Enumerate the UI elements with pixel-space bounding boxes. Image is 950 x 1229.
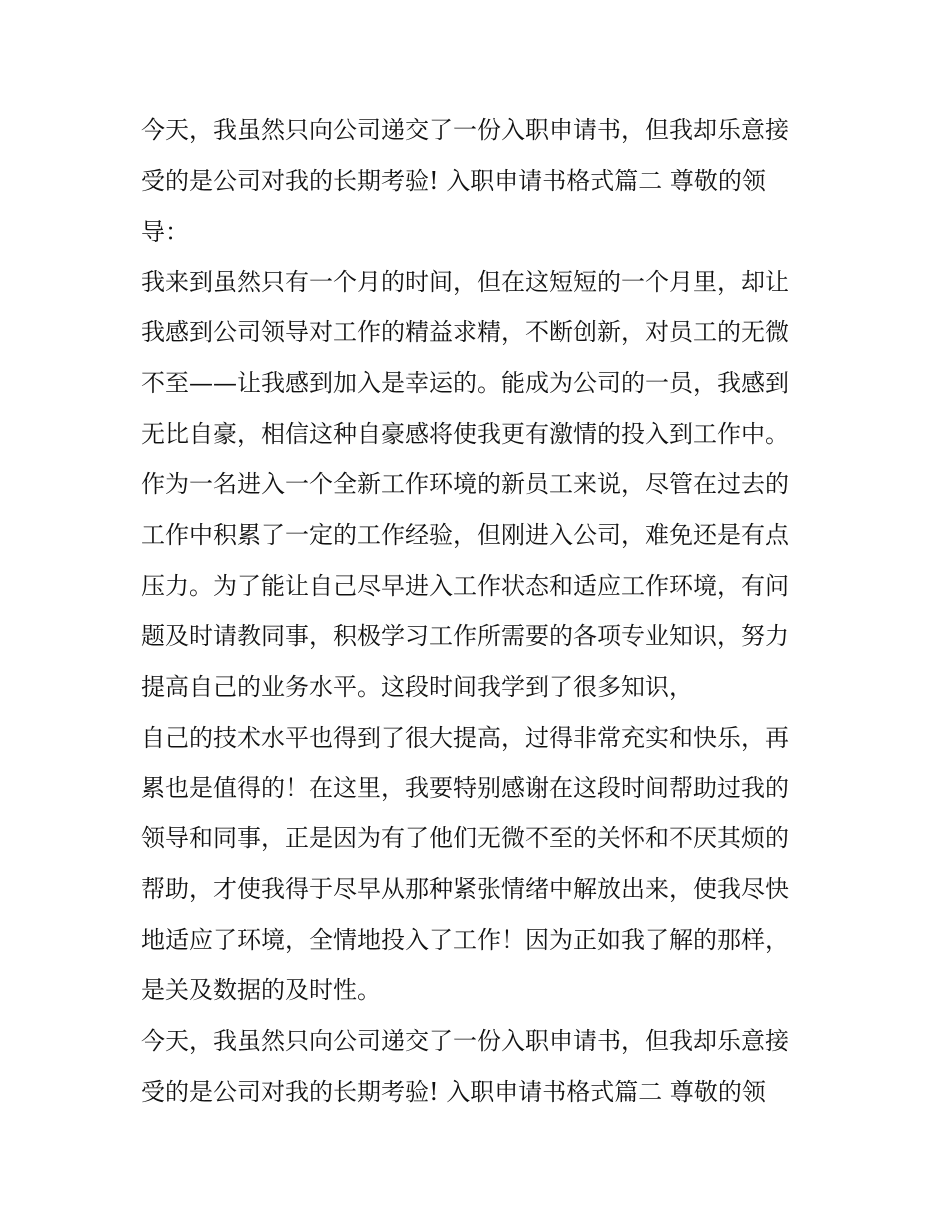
text-line: 今天，我虽然只向公司递交了一份入职申请书，但我却乐意接 xyxy=(141,1027,789,1055)
text-line: 作为一名进入一个全新工作环境的新员工来说，尽管在过去的 xyxy=(141,470,789,498)
text-line: 受的是公司对我的长期考验! 入职申请书格式篇二 尊敬的领 xyxy=(141,1078,766,1106)
text-line: 我感到公司领导对工作的精益求精，不断创新，对员工的无微 xyxy=(141,318,789,346)
text-line: 帮助，才使我得于尽早从那种紧张情绪中解放出来，使我尽快 xyxy=(141,875,789,903)
text-line: 工作中积累了一定的工作经验，但刚进入公司，难免还是有点 xyxy=(141,521,789,549)
text-line: 受的是公司对我的长期考验! 入职申请书格式篇二 尊敬的领 xyxy=(141,167,766,195)
text-line: 导： xyxy=(141,218,189,246)
text-line: 不至——让我感到加入是幸运的。能成为公司的一员，我感到 xyxy=(141,369,789,397)
text-line: 提高自己的业务水平。这段时间我学到了很多知识， xyxy=(141,673,693,701)
text-line: 我来到虽然只有一个月的时间，但在这短短的一个月里，却让 xyxy=(141,268,789,296)
text-line: 压力。为了能让自己尽早进入工作状态和适应工作环境，有问 xyxy=(141,572,789,600)
text-line: 自己的技术水平也得到了很大提高，过得非常充实和快乐，再 xyxy=(141,724,789,752)
text-line: 题及时请教同事，积极学习工作所需要的各项专业知识，努力 xyxy=(141,622,789,650)
text-line: 领导和同事，正是因为有了他们无微不至的关怀和不厌其烦的 xyxy=(141,824,789,852)
text-line: 是关及数据的及时性。 xyxy=(141,976,381,1004)
text-line: 无比自豪，相信这种自豪感将使我更有激情的投入到工作中。 xyxy=(141,420,789,448)
text-line: 累也是值得的！在这里，我要特别感谢在这段时间帮助过我的 xyxy=(141,774,789,802)
text-line: 地适应了环境，全情地投入了工作！因为正如我了解的那样， xyxy=(141,926,789,954)
text-line: 今天，我虽然只向公司递交了一份入职申请书，但我却乐意接 xyxy=(141,116,789,144)
